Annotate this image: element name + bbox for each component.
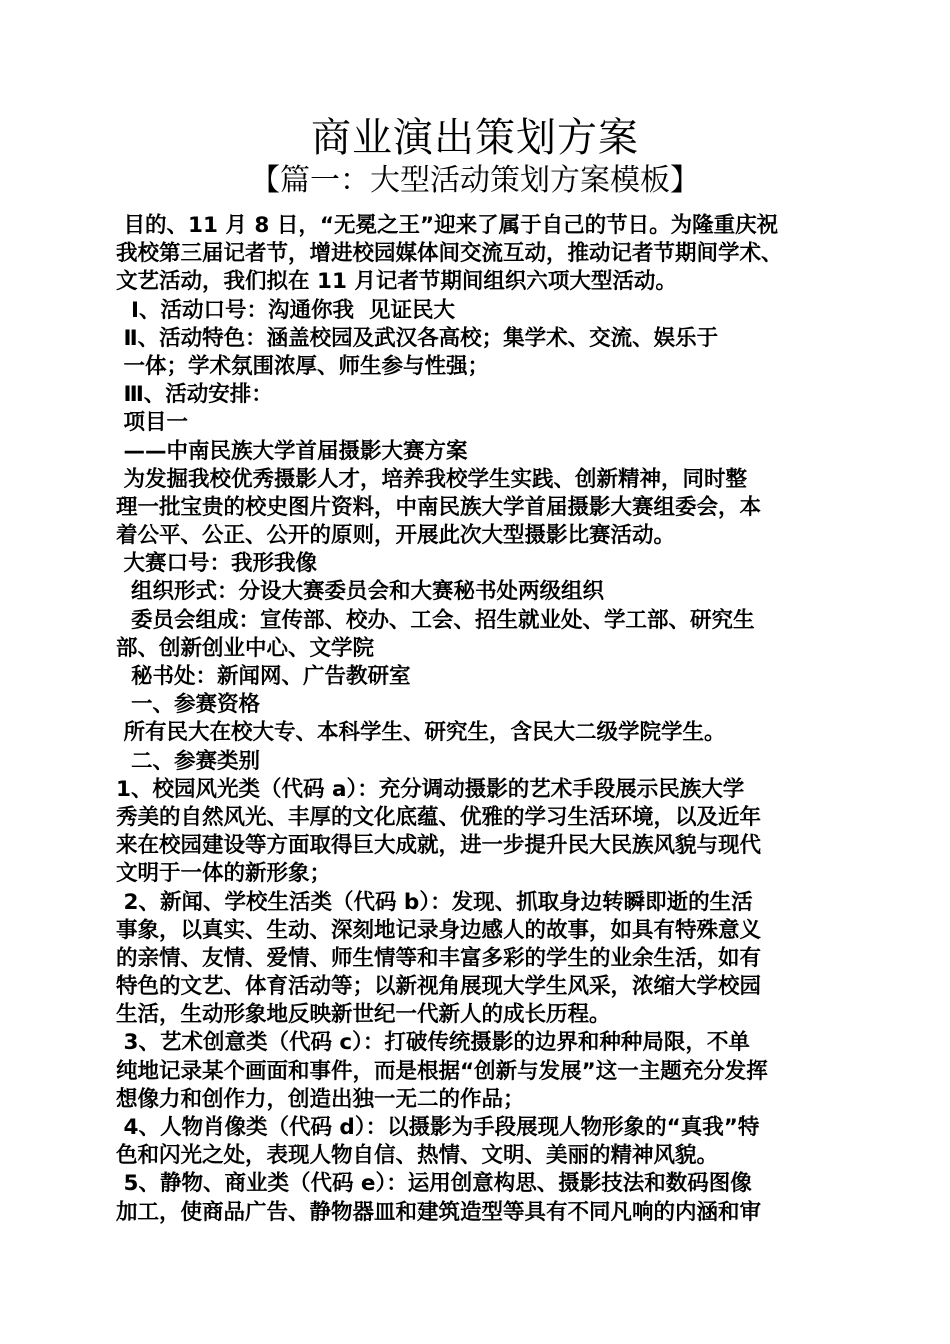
- document-title: 商业演出策划方案: [311, 115, 639, 161]
- body-line: 事象，以真实、生动、深刻地记录身边感人的故事，如具有特殊意义: [116, 917, 762, 943]
- body-line: 生活，生动形象地反映新世纪一代新人的成长历程。: [116, 1002, 611, 1028]
- body-line: 秀美的自然风光、丰厚的文化底蕴、优雅的学习生活环境，以及近年: [116, 804, 762, 830]
- body-line: 为发掘我校优秀摄影人才，培养我校学生实践、创新精神，同时整: [116, 466, 747, 492]
- body-line: 文明于一体的新形象；: [116, 861, 332, 887]
- body-line: 想像力和创作力，创造出独一无二的作品；: [116, 1086, 525, 1112]
- body-line: 二、参赛类别: [116, 748, 260, 774]
- body-line: 所有民大在校大专、本科学生、研究生，含民大二级学院学生。: [116, 720, 726, 746]
- body-line: 4、人物肖像类（代码 d）：以摄影为手段展现人物形象的“真我”特: [116, 1115, 760, 1140]
- body-line: ——中南民族大学首届摄影大赛方案: [116, 438, 468, 464]
- document-body: [116, 212, 846, 1227]
- body-line: 的亲情、友情、爱情、师生情等和丰富多彩的学生的业余生活，如有: [116, 945, 762, 971]
- body-line: 1、校园风光类（代码 a）：充分调动摄影的艺术手段展示民族大学: [116, 776, 745, 802]
- body-line: 色和闪光之处，表现人物自信、热情、文明、美丽的精神风貌。: [116, 1143, 719, 1169]
- body-line: 特色的文艺、体育活动等；以新视角展现大学生风采，浓缩大学校园: [116, 974, 762, 1000]
- body-line: 加工，使商品广告、静物器皿和建筑造型等具有不同凡响的内涵和审: [116, 1199, 762, 1225]
- body-line: 秘书处：新闻网、广告教研室: [116, 664, 411, 689]
- body-line: 委员会组成：宣传部、校办、工会、招生就业处、学工部、研究生: [116, 607, 755, 633]
- body-line: 3、艺术创意类（代码 c）：打破传统摄影的边界和种种局限，不单: [116, 1030, 750, 1056]
- body-line: 目的、11 月 8 日，“无冕之王”迎来了属于自己的节日。为隆重庆祝: [116, 213, 779, 238]
- body-line: 一、参赛资格: [116, 692, 260, 718]
- body-line: 我校第三届记者节，增进校园媒体间交流互动，推动记者节期间学术、: [116, 241, 783, 267]
- body-line: 2、新闻、学校生活类（代码 b）：发现、抓取身边转瞬即逝的生活: [116, 889, 753, 915]
- body-line: 组织形式：分设大赛委员会和大赛秘书处两级组织: [116, 579, 604, 605]
- body-line: 部、创新创业中心、文学院: [116, 635, 375, 661]
- body-line: 大赛口号：我形我像: [116, 551, 317, 577]
- document-subtitle: 【篇一：大型活动策划方案模板】: [250, 163, 700, 198]
- body-line: Ⅲ、活动安排：: [116, 382, 273, 408]
- body-line: 文艺活动，我们拟在 11 月记者节期间组织六项大型活动。: [116, 269, 677, 295]
- body-line: 一体；学术氛围浓厚、师生参与性强；: [116, 353, 489, 379]
- body-line: 项目一: [116, 410, 188, 436]
- body-line: 5、静物、商业类（代码 e）：运用创意构思、摄影技法和数码图像: [116, 1171, 752, 1197]
- body-line: 纯地记录某个画面和事件，而是根据“创新与发展”这一主题充分发挥: [116, 1058, 768, 1084]
- body-line: 理一批宝贵的校史图片资料，中南民族大学首届摄影大赛组委会，本: [116, 494, 762, 520]
- body-line: 来在校园建设等方面取得巨大成就，进一步提升民大民族风貌与现代: [116, 833, 762, 859]
- body-line: Ⅱ、活动特色：涵盖校园及武汉各高校；集学术、交流、娱乐于: [116, 325, 719, 351]
- body-line: Ⅰ、活动口号：沟通你我 见证民大: [116, 297, 455, 323]
- body-line: 着公平、公正、公开的原则，开展此次大型摄影比赛活动。: [116, 523, 676, 549]
